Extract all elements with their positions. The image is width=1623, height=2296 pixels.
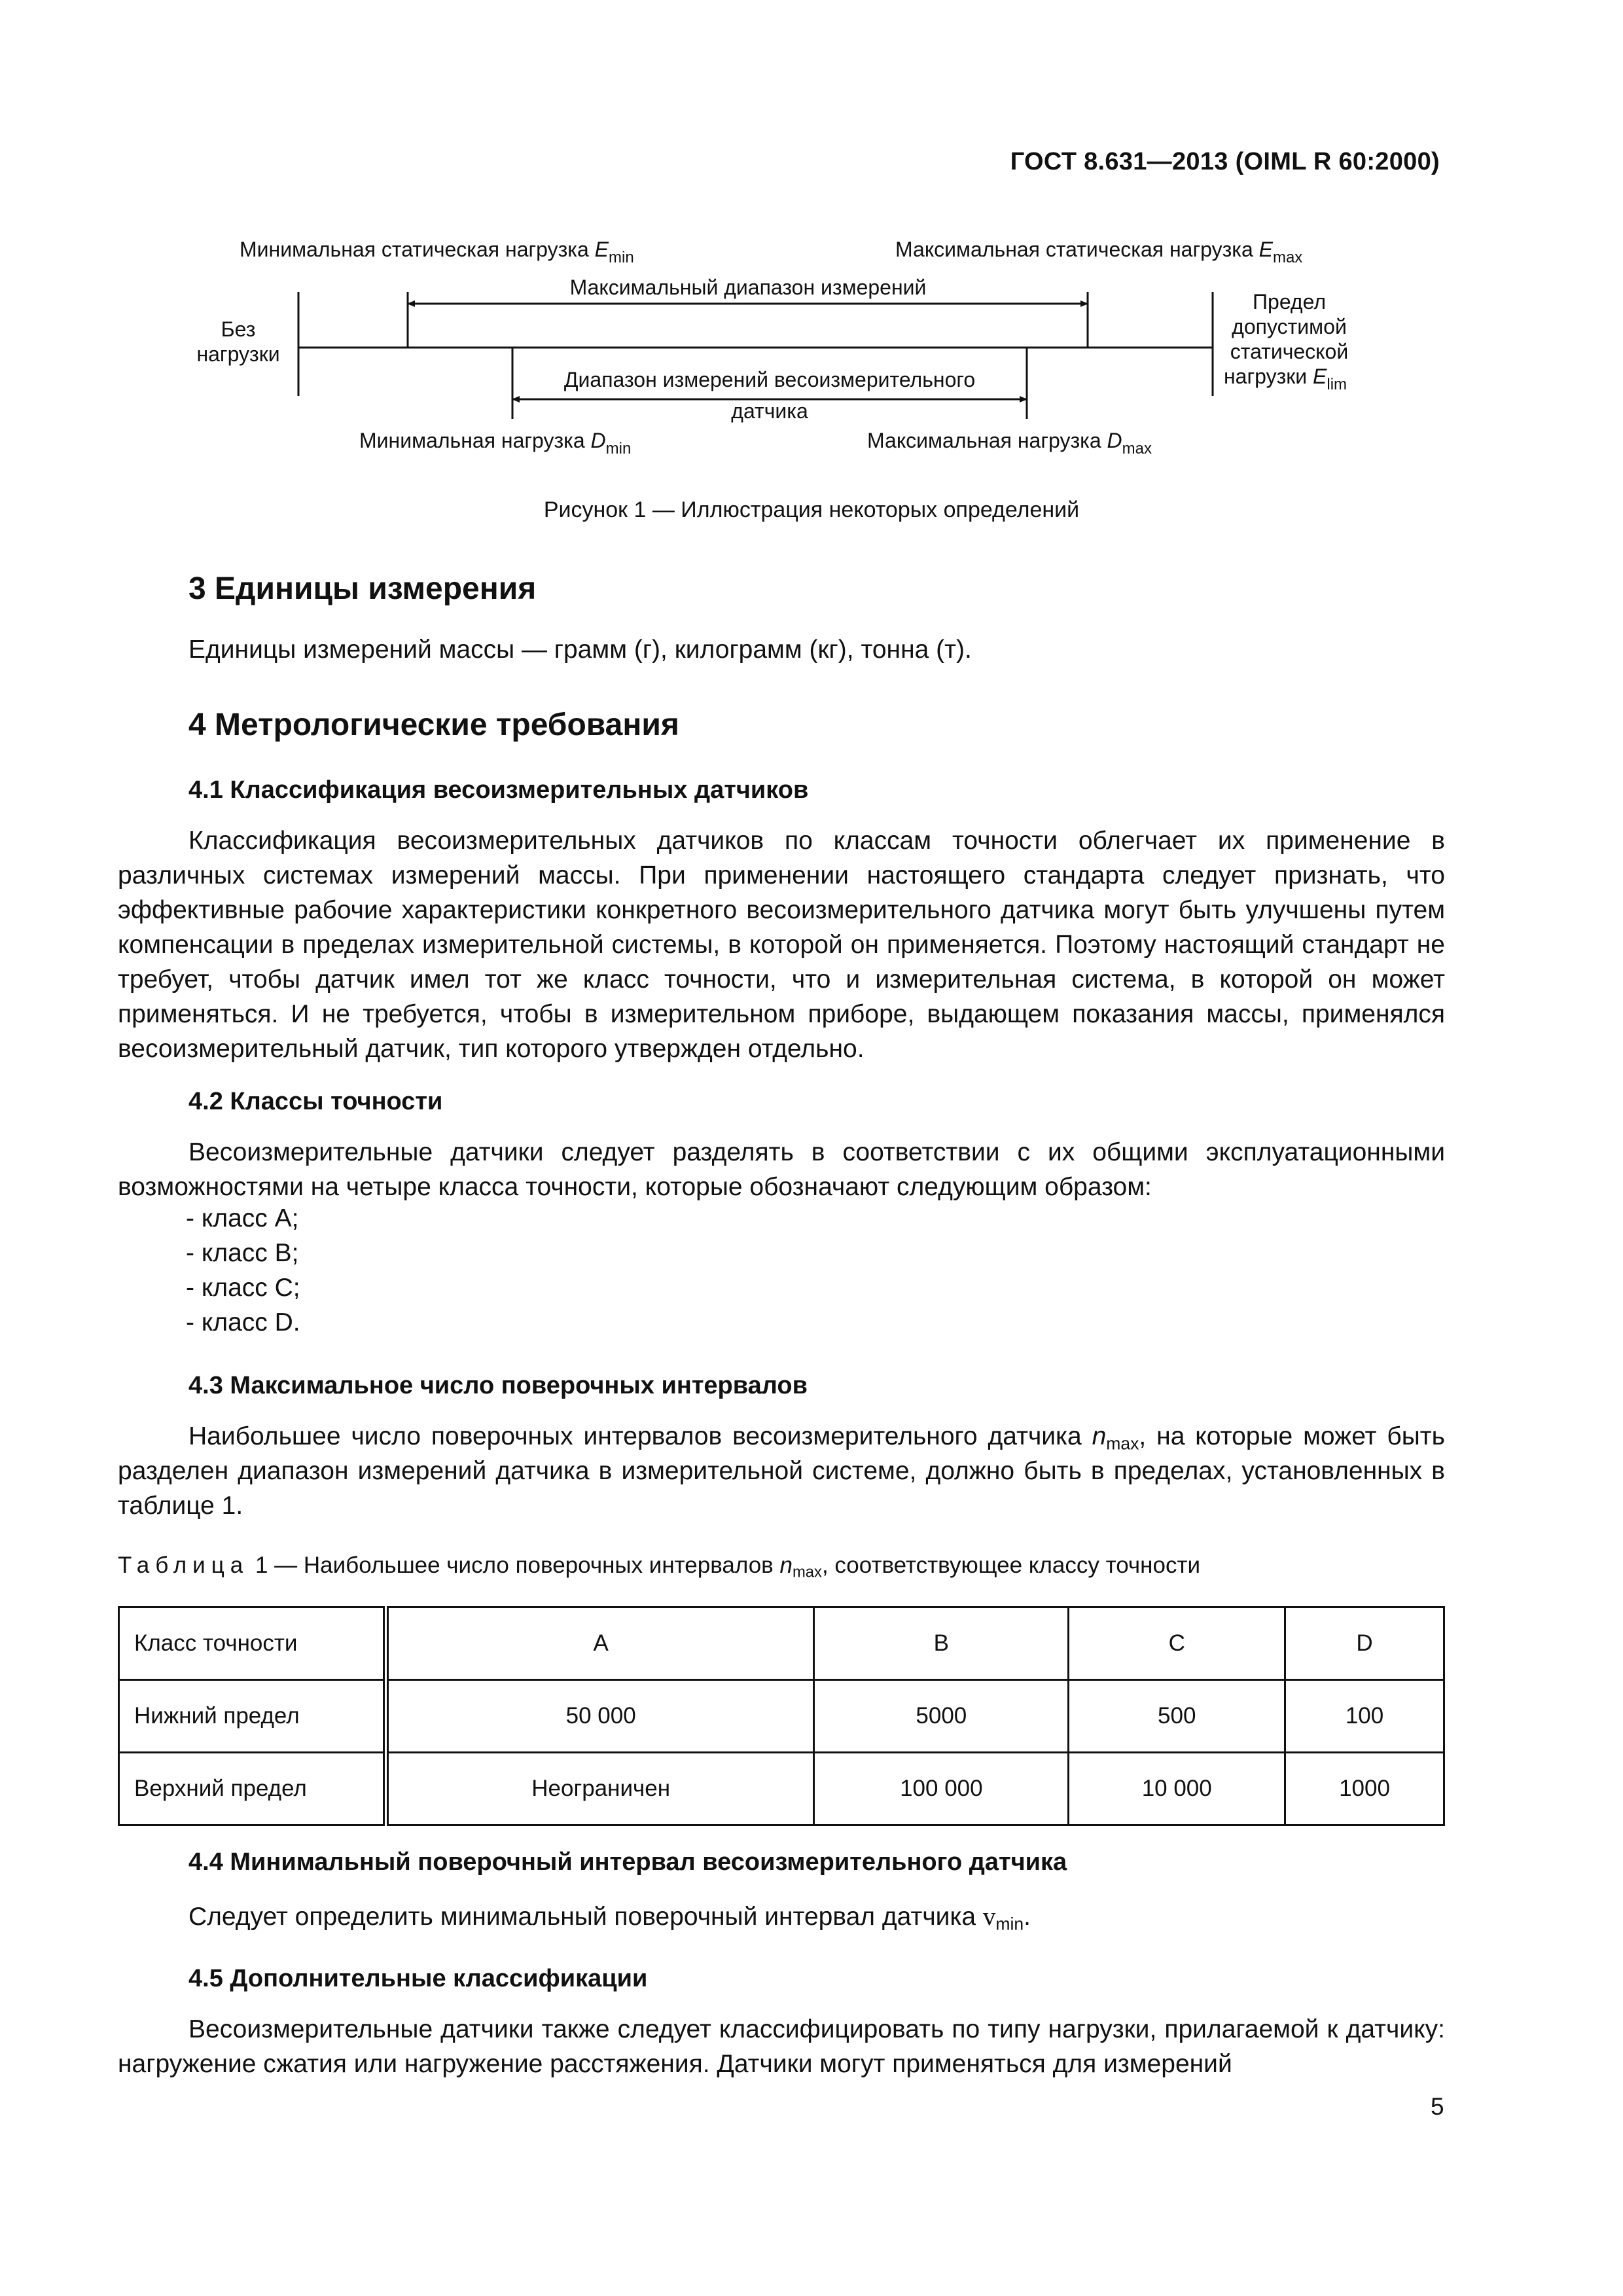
dmax-label: Максимальная нагрузка $D_{max}$ bbox=[867, 429, 1152, 457]
accuracy-class-table bbox=[118, 1606, 1445, 1826]
table-cell: B bbox=[814, 1607, 1069, 1680]
class-list-item: - класс D. bbox=[186, 1308, 300, 1336]
section-4-4-text: Следует определить минимальный поверочный интервал датчика $v_{min}$. bbox=[188, 1903, 1031, 1934]
table-cell: Неограничен bbox=[386, 1753, 814, 1825]
limit-label-line4: нагрузки $E_{lim}$ bbox=[1224, 365, 1347, 393]
section-4-3-text: Наибольшее число поверочных интервалов весоизмерительного датчика $n_{max}$, на которые может быть разделен диапазон измерений датчика в измерительной системе, должно быть в пределах, установленных в таблице 1. bbox=[118, 1422, 1445, 1520]
table-cell: 500 bbox=[1069, 1680, 1285, 1753]
table-cell: Верхний предел bbox=[119, 1753, 386, 1825]
table-row bbox=[119, 1680, 1444, 1753]
section-4-3-title: 4.3 Максимальное число поверочных интервалов bbox=[188, 1372, 808, 1399]
cell-range-label-line2: датчика bbox=[731, 399, 808, 423]
section-4-1-title: 4.1 Классификация весоизмерительных датчиков bbox=[188, 776, 809, 804]
section-4-title: 4 Метрологические требования bbox=[188, 708, 679, 742]
emin-label: Минимальная статическая нагрузка $E_{min}$ bbox=[240, 238, 634, 266]
section-4-4-title: 4.4 Минимальный поверочный интервал весоизмерительного датчика bbox=[188, 1848, 1067, 1876]
limit-label-line2: допустимой bbox=[1232, 315, 1347, 338]
limit-label-line1: Предел bbox=[1253, 290, 1326, 314]
class-list-item: - класс В; bbox=[186, 1239, 299, 1267]
cell-range-label-line1: Диапазон измерений весоизмерительного bbox=[563, 368, 976, 391]
figure-caption: Рисунок 1 — Иллюстрация некоторых определений bbox=[543, 497, 1080, 522]
class-list-item: - класс С; bbox=[186, 1274, 300, 1302]
table-cell: 5000 bbox=[814, 1680, 1069, 1753]
class-list-item: - класс А; bbox=[186, 1204, 299, 1232]
section-3-text: Единицы измерений массы — грамм (г), килограмм (кг), тонна (т). bbox=[188, 636, 972, 664]
section-4-1-text: Классификация весоизмерительных датчиков по классам точности облегчает их применение в различных системах измерений массы. При применении настоящего стандарта следует признать, что эффективные рабочие характеристики конкретного весоизмерительного датчика могут быть улучшены путем компенсации в пределах измерительной системы, в которой он применяется. Поэтому настоящий стандарт не требует, чтобы датчик имел тот же класс точности, что и измерительная система, в которой он может применяться. И не требуется, чтобы в измерительном приборе, выдающем показания массы, применялся весоизмерительный датчик, тип которого утвержден отдельно. bbox=[118, 827, 1445, 1063]
table-cell: Нижний предел bbox=[119, 1680, 386, 1753]
no-load-label-line1: Без bbox=[221, 317, 256, 341]
emax-label: Максимальная статическая нагрузка $E_{max}$ bbox=[895, 238, 1303, 266]
table-row bbox=[119, 1753, 1444, 1825]
definitions-figure bbox=[0, 0, 1623, 484]
table-cell: 10 000 bbox=[1069, 1753, 1285, 1825]
table-cell: 1000 bbox=[1285, 1753, 1444, 1825]
section-3-title: 3 Единицы измерения bbox=[188, 571, 537, 606]
no-load-label-line2: нагрузки bbox=[196, 342, 280, 366]
max-range-label: Максимальный диапазон измерений bbox=[569, 276, 927, 299]
table-cell: C bbox=[1069, 1607, 1285, 1680]
section-4-2-text: Весоизмерительные датчики следует разделять в соответствии с их общими эксплуатационными возможностями на четыре класса точности, которые обозначают следующим образом: bbox=[118, 1138, 1445, 1201]
table-cell: Класс точности bbox=[119, 1607, 386, 1680]
table-cell: 100 000 bbox=[814, 1753, 1069, 1825]
dmin-label: Минимальная нагрузка $D_{min}$ bbox=[359, 429, 632, 457]
table-cell: D bbox=[1285, 1607, 1444, 1680]
table-row bbox=[119, 1607, 1444, 1680]
section-4-2-title: 4.2 Классы точности bbox=[188, 1088, 443, 1115]
table-cell: 50 000 bbox=[386, 1680, 814, 1753]
section-4-5-title: 4.5 Дополнительные классификации bbox=[188, 1965, 648, 1992]
table-caption: Таблица 1 — Наибольшее число поверочных интервалов $n_{max}$, соответствующее классу точности bbox=[118, 1552, 1201, 1581]
document-header: ГОСТ 8.631—2013 (OIML R 60:2000) bbox=[1010, 148, 1440, 175]
section-4-5-text: Весоизмерительные датчики также следует классифицировать по типу нагрузки, прилагаемой к датчику: нагружение сжатия или нагружение расстяжения. Датчики могут применяться для измерений bbox=[118, 2015, 1445, 2078]
limit-label-line3: статической bbox=[1230, 340, 1349, 363]
page-number: 5 bbox=[1431, 2093, 1444, 2120]
table-cell: A bbox=[386, 1607, 814, 1680]
table-cell: 100 bbox=[1285, 1680, 1444, 1753]
